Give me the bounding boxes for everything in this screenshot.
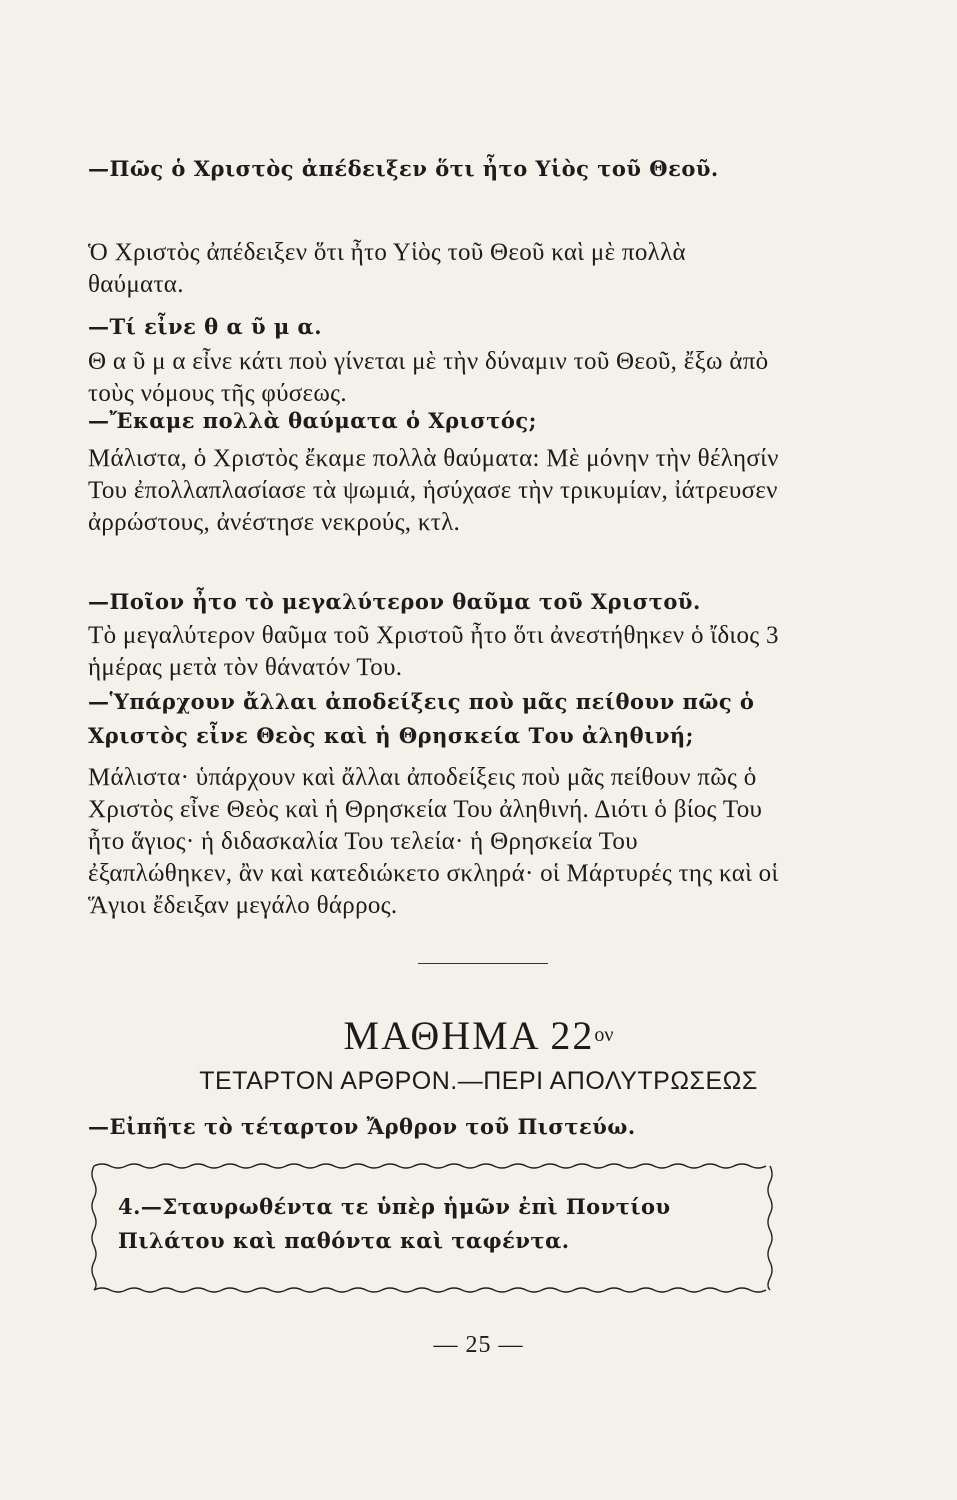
question-4: —Ποῖον ἦτο τὸ μεγαλύτερον θαῦμα τοῦ Χριστοῦ.	[88, 589, 701, 614]
section-divider	[418, 963, 548, 964]
lesson-title	[0, 1012, 957, 1059]
lesson-title-text: ΜΑΘΗΜΑ 22	[343, 1013, 595, 1058]
lesson-subtitle: ΤΕΤΑΡΤΟΝ ΑΡΘΡΟΝ.—ΠΕΡΙ ΑΠΟΛΥΤΡΩΣΕΩΣ	[199, 1067, 758, 1095]
question-1: —Πῶς ὁ Χριστὸς ἀπέδειξεν ὅτι ἦτο Υἱὸς τοῦ Θεοῦ.	[88, 156, 719, 181]
answer-4: Τὸ μεγαλύτερον θαῦμα τοῦ Χριστοῦ ἦτο ὅτι ἀνεστήθηκεν ὁ ἴδιος 3 ἡμέρας μετὰ τὸν θάνατόν Του.	[88, 622, 779, 681]
article-text: 4.—Σταυρωθέντα τε ὑπὲρ ἡμῶν ἐπὶ Ποντίου Πιλάτου καὶ παθόντα καὶ ταφέντα.	[118, 1194, 671, 1253]
answer-5: Μάλιστα· ὑπάρχουν καὶ ἄλλαι ἀποδείξεις ποὺ μᾶς πείθουν πῶς ὁ Χριστὸς εἶνε Θεὸς καὶ ἡ Θρησκεία Του ἀληθινή. Διότι ὁ βίος Του ἦτο ἅγιος· ἡ διδασκαλία Του τελεία· ἡ Θρησκεία Του ἐξαπλώθηκεν, ἂν καὶ κατεδιώκετο σκληρά· οἱ Μάρτυρές της καὶ οἱ Ἅγιοι ἔδειξαν μεγάλο θάρρος.	[88, 764, 779, 919]
question-5: —Ὑπάρχουν ἄλλαι ἀποδείξεις ποὺ μᾶς πείθουν πῶς ὁ Χριστὸς εἶνε Θεὸς καὶ ἡ Θρησκεία Του ἀληθινή;	[88, 689, 755, 748]
question-3: —Ἔκαμε πολλὰ θαύματα ὁ Χριστός;	[88, 408, 537, 433]
answer-3: Μάλιστα, ὁ Χριστὸς ἔκαμε πολλὰ θαύματα: Μὲ μόνην τὴν θέλησίν Του ἐπολλαπλασίασε τὰ ψωμιά, ἡσύχασε τὴν τρικυμίαν, ἰάτρευσεν ἀρρώστους, ἀνέστησε νεκρούς, κτλ.	[88, 445, 779, 536]
page-number: — 25 —	[433, 1332, 524, 1358]
lesson-question: —Εἰπῆτε τὸ τέταρτον Ἄρθρον τοῦ Πιστεύω.	[88, 1114, 636, 1139]
article-frame	[88, 1160, 778, 1298]
answer-1: Ὁ Χριστὸς ἀπέδειξεν ὅτι ἦτο Υἱὸς τοῦ Θεοῦ καὶ μὲ πολλὰ θαύματα.	[88, 239, 686, 298]
answer-2: Θ α ῦ μ α εἶνε κάτι ποὺ γίνεται μὲ τὴν δύναμιν τοῦ Θεοῦ, ἔξω ἀπὸ τοὺς νόμους τῆς φύσεως.	[88, 348, 769, 407]
question-2: —Τί εἶνε θ α ῦ μ α.	[88, 314, 322, 339]
lesson-title-suffix: ον	[594, 1024, 614, 1046]
